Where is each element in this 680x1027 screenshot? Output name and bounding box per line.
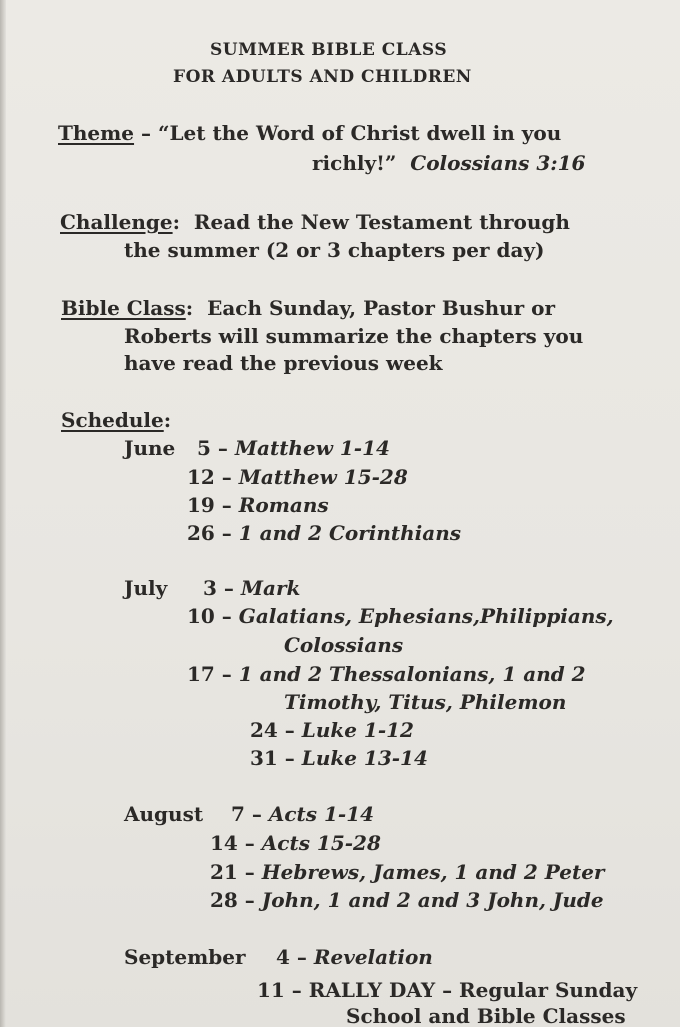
theme-line-2 bbox=[312, 151, 585, 175]
bible-class-text-3: have read the previous week bbox=[124, 351, 443, 375]
august-entry-1 bbox=[231, 802, 374, 826]
august-month: August bbox=[124, 802, 204, 826]
july-book-2b: Colossians bbox=[284, 633, 404, 657]
september-event-2b: School and Bible Classes bbox=[346, 1004, 626, 1027]
august-entry-2 bbox=[210, 831, 381, 855]
june-book-1: Matthew 1-14 bbox=[234, 436, 390, 460]
september-event-2: RALLY DAY – Regular Sunday bbox=[308, 978, 638, 1002]
schedule-heading bbox=[61, 408, 171, 432]
bible-class-line-1 bbox=[61, 296, 555, 320]
june-book-2: Matthew 15-28 bbox=[238, 465, 408, 489]
july-entry-2 bbox=[187, 604, 614, 628]
september-event-2-cont bbox=[346, 1004, 626, 1027]
title-line-2: FOR ADULTS AND CHILDREN bbox=[173, 67, 472, 87]
challenge-text-2: the summer (2 or 3 chapters per day) bbox=[124, 238, 545, 262]
july-book-3: 1 and 2 Thessalonians, 1 and 2 bbox=[238, 662, 586, 686]
challenge-colon: : bbox=[172, 210, 180, 234]
june-book-4: 1 and 2 Corinthians bbox=[238, 521, 462, 545]
september-entry-1 bbox=[276, 945, 433, 969]
august-date-3: 21 – bbox=[210, 860, 255, 884]
theme-quote-2: richly!” bbox=[312, 151, 397, 175]
title-line-1: SUMMER BIBLE CLASS bbox=[210, 40, 448, 60]
june-date-3: 19 – bbox=[187, 493, 232, 517]
june-date-2: 12 – bbox=[187, 465, 232, 489]
june-date-1: 5 – bbox=[197, 436, 228, 460]
august-date-1: 7 – bbox=[231, 802, 262, 826]
august-entry-3 bbox=[210, 860, 604, 884]
september-entry-2 bbox=[257, 978, 637, 1002]
july-book-3b: Timothy, Titus, Philemon bbox=[284, 690, 567, 714]
bible-class-colon: : bbox=[185, 296, 194, 320]
august-book-3: Hebrews, James, 1 and 2 Peter bbox=[261, 860, 605, 884]
bible-class-text-1: Each Sunday, Pastor Bushur or bbox=[207, 296, 556, 320]
september-month: September bbox=[124, 945, 246, 969]
september-date-2: 11 – bbox=[257, 978, 302, 1002]
june-date-4: 26 – bbox=[187, 521, 232, 545]
challenge-line-1 bbox=[60, 210, 570, 234]
july-book-4: Luke 1-12 bbox=[301, 718, 414, 742]
june-book-3: Romans bbox=[238, 493, 329, 517]
july-entry-1 bbox=[203, 576, 300, 600]
july-book-3-cont bbox=[284, 690, 566, 714]
bible-class-text-2: Roberts will summarize the chapters you bbox=[124, 324, 584, 348]
schedule-colon: : bbox=[163, 408, 172, 432]
challenge-text-1: Read the New Testament through bbox=[193, 210, 570, 234]
july-entry-3 bbox=[187, 662, 586, 686]
july-date-5: 31 – bbox=[250, 746, 295, 770]
july-date-2: 10 – bbox=[187, 604, 232, 628]
theme-quote-1: “Let the Word of Christ dwell in you bbox=[157, 121, 562, 145]
july-date-4: 24 – bbox=[250, 718, 295, 742]
theme-separator: – bbox=[134, 121, 158, 145]
july-book-2-cont bbox=[284, 633, 403, 657]
july-entry-5 bbox=[250, 746, 428, 770]
june-entry-1 bbox=[197, 436, 390, 460]
june-entry-4 bbox=[187, 521, 461, 545]
july-book-2: Galatians, Ephesians,Philippians, bbox=[238, 604, 614, 628]
august-entry-4 bbox=[210, 888, 604, 912]
theme-label: Theme bbox=[58, 121, 135, 145]
bible-class-label: Bible Class bbox=[61, 296, 186, 320]
challenge-label: Challenge bbox=[60, 210, 173, 234]
june-entry-2 bbox=[187, 465, 408, 489]
august-date-2: 14 – bbox=[210, 831, 255, 855]
july-month: July bbox=[124, 576, 168, 600]
july-date-3: 17 – bbox=[187, 662, 232, 686]
august-date-4: 28 – bbox=[210, 888, 255, 912]
july-entry-4 bbox=[250, 718, 414, 742]
june-entry-3 bbox=[187, 493, 329, 517]
july-book-5: Luke 13-14 bbox=[301, 746, 428, 770]
august-book-4: John, 1 and 2 and 3 John, Jude bbox=[261, 888, 604, 912]
august-book-1: Acts 1-14 bbox=[268, 802, 375, 826]
theme-line-1 bbox=[58, 121, 561, 145]
schedule-label: Schedule bbox=[61, 408, 164, 432]
june-month: June bbox=[124, 436, 176, 460]
july-date-1: 3 – bbox=[203, 576, 234, 600]
august-book-2: Acts 15-28 bbox=[261, 831, 381, 855]
theme-reference: Colossians 3:16 bbox=[410, 151, 586, 175]
september-book-1: Revelation bbox=[313, 945, 433, 969]
july-book-1: Mark bbox=[240, 576, 301, 600]
september-date-1: 4 – bbox=[276, 945, 307, 969]
